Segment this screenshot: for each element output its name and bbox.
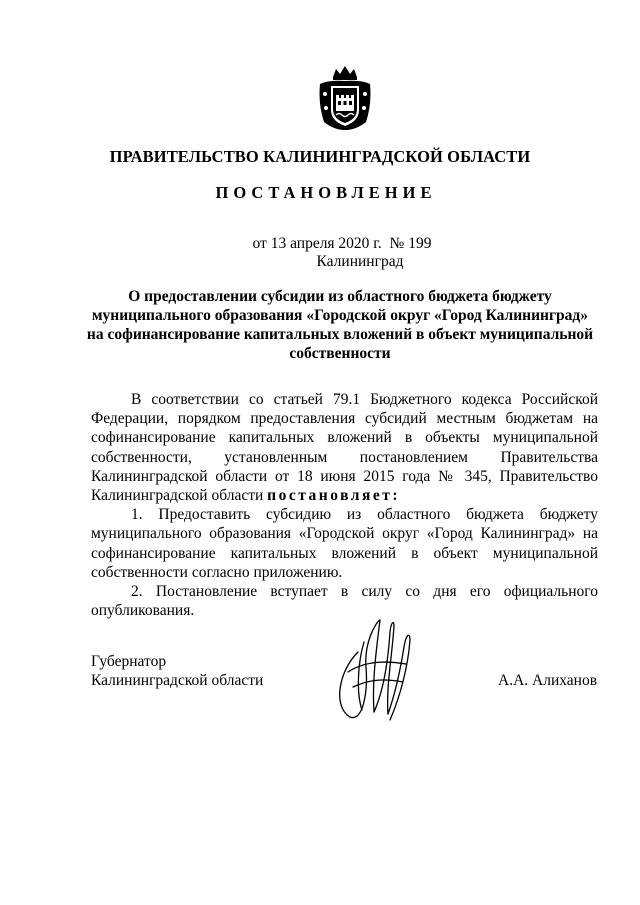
signatory-title [91, 652, 263, 690]
subject-line: собственности [289, 345, 391, 362]
preamble-text: В соответствии со статьей 79.1 Бюджетного кодекса Российской Федерации, порядком предоставления субсидий местным бюджетам на софинансирование капитальных вложений в объекты муниципальной собственности, установленным постановлением Правительства Калининградской области от 18 июня 2015 года № 345, Правительство Калининградской области [91, 391, 598, 505]
subject-line: на софинансирование капитальных вложений в объект муниципальной [86, 326, 594, 343]
document-type: ПОСТАНОВЛЕНИЕ [215, 183, 437, 202]
signatory-name: А.А. Алиханов [498, 672, 598, 689]
subject-line: муниципального образования «Городской округ «Город Калининград» [92, 307, 588, 324]
signatory-title-line: Калининградской области [91, 672, 264, 689]
document-body [91, 390, 598, 620]
date-prefix: от [252, 235, 267, 252]
subject-line: О предоставлении субсидии из областного бюджета бюджету [128, 288, 552, 305]
coat-of-arms-icon [316, 64, 374, 134]
document-number: 199 [408, 235, 432, 252]
item-1-paragraph: 1. Предоставить субсидию из областного бюджета бюджету муниципального образования «Городской округ «Город Калининград» на софинансирование капитальных вложений в объект муниципальной собственности согласно приложению. [91, 506, 598, 581]
handwritten-signature-icon [328, 612, 428, 724]
document-date: 13 апреля 2020 г. [270, 235, 382, 252]
preamble-paragraph [91, 390, 598, 505]
document-city: Калининград [316, 253, 404, 270]
item-2-paragraph: 2. Постановление вступает в силу со дня его официального опубликования. [91, 583, 598, 620]
number-sign: № [389, 235, 405, 252]
issuing-authority: ПРАВИТЕЛЬСТВО КАЛИНИНГРАДСКОЙ ОБЛАСТИ [109, 147, 531, 166]
signatory-title-line: Губернатор [91, 653, 167, 670]
decree-word: постановляет: [267, 487, 400, 505]
document-date-line [0, 235, 640, 253]
document-subject [80, 287, 600, 363]
